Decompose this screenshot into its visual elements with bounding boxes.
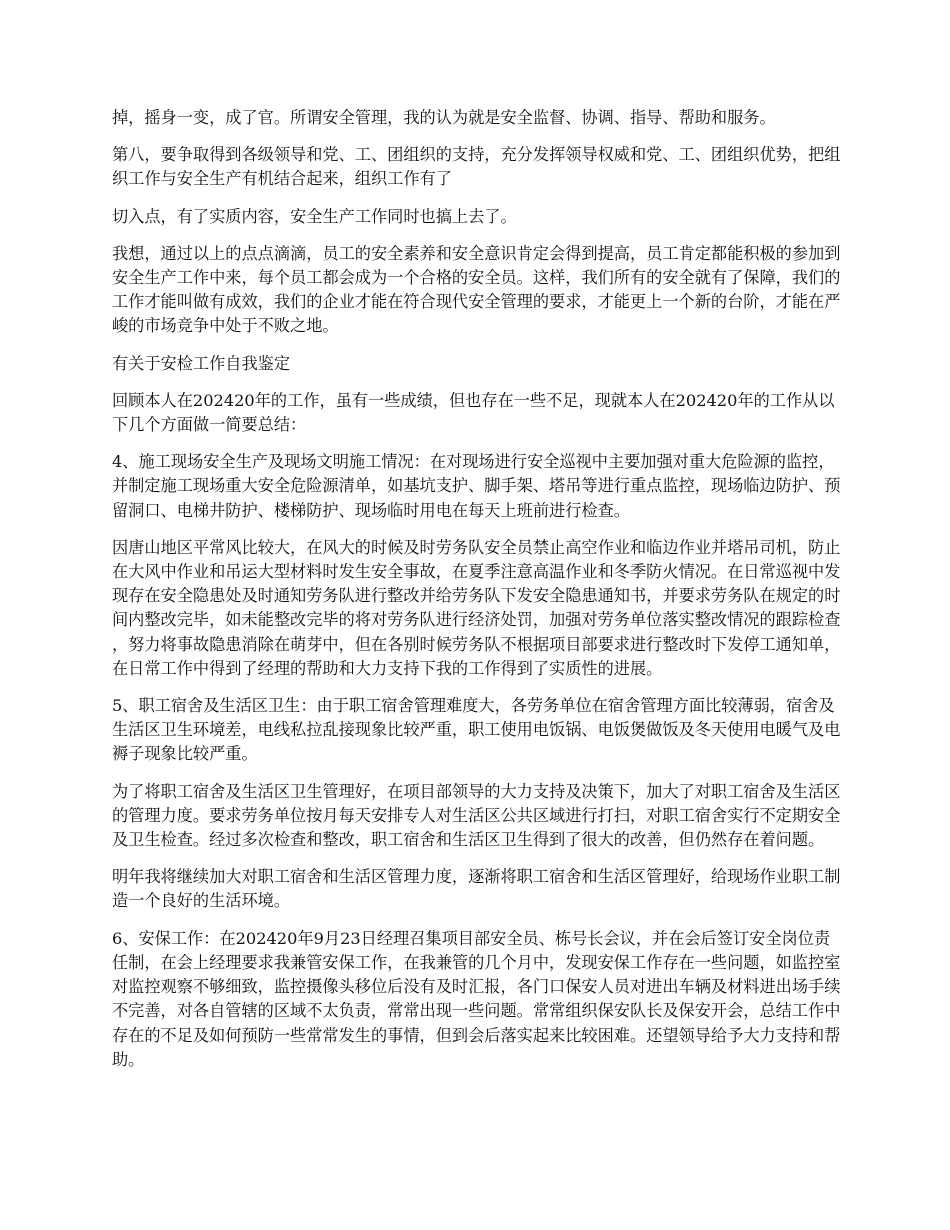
paragraph: 回顾本人在202420年的工作，虽有一些成绩，但也存在一些不足，现就本人在202420年的工作从以下几个方面做一简要总结： xyxy=(112,390,835,435)
paragraph: 4、施工现场安全生产及现场文明施工情况：在对现场进行安全巡视中主要加强对重大危险源的监控，并制定施工现场重大安全危险源清单，如基坑支护、脚手架、塔吊等进行重点监控，现场临边防护、预留洞口、电梯井防护、楼梯防护、现场临时用电在每天上班前进行检查。 xyxy=(112,452,841,520)
paragraph: 因唐山地区平常风比较大，在风大的时候及时劳务队安全员禁止高空作业和临边作业并塔吊司机，防止在大风中作业和吊运大型材料时发生安全事故，在夏季注意高温作业和冬季防火情况。在日常巡视中发现存在安全隐患处及时通知劳务队进行整改并给劳务队下发安全隐患通知书，并要求劳务队在规定的时间内整改完毕，如未能整改完毕的将对劳务队进行经济处罚，加强对劳务单位落实整改情况的跟踪检查，努力将事故隐患消除在萌芽中，但在各别时候劳务队不根据项目部要求进行整改时下发停工通知单，在日常工作中得到了经理的帮助和大力支持下我的工作得到了实质性的进展。 xyxy=(112,537,841,678)
paragraph: 5、职工宿舍及生活区卫生：由于职工宿舍管理难度大，各劳务单位在宿舍管理方面比较薄弱，宿舍及生活区卫生环境差，电线私拉乱接现象比较严重，职工使用电饭锅、电饭煲做饭及冬天使用电暖气及电褥子现象比较严重。 xyxy=(112,696,841,764)
paragraph: 明年我将继续加大对职工宿舍和生活区管理力度，逐渐将职工宿舍和生活区管理好，给现场作业职工制造一个良好的生活环境。 xyxy=(112,867,841,911)
paragraph: 6、安保工作：在202420年9月23日经理召集项目部安全员、栋号长会议，并在会后签订安全岗位责任制，在会上经理要求我兼管安保工作，在我兼管的几个月中，发现安保工作存在一些问题，如监控室对监控观察不够细致，监控摄像头移位后没有及时汇报，各门口保安人员对进出车辆及材料进出场手续不完善，对各自管辖的区域不太负责，常常出现一些问题。常常组织保安队长及保安开会，总结工作中存在的不足及如何预防一些常常发生的事情，但到会后落实起来比较困难。还望领导给予大力支持和帮助。 xyxy=(112,928,841,1069)
document-body xyxy=(112,106,842,1085)
paragraph: 第八，要争取得到各级领导和党、工、团组织的支持，充分发挥领导权威和党、工、团组织优势，把组织工作与安全生产有机结合起来，组织工作有了 xyxy=(112,145,841,189)
paragraph: 掉，摇身一变，成了官。所谓安全管理，我的认为就是安全监督、协调、指导、帮助和服务。 xyxy=(112,108,776,127)
paragraph: 切入点，有了实质内容，安全生产工作同时也搞上去了。 xyxy=(112,206,517,226)
section-heading: 有关于安检工作自我鉴定 xyxy=(112,353,291,373)
paragraph: 为了将职工宿舍及生活区卫生管理好，在项目部领导的大力支持及决策下，加大了对职工宿舍及生活区的管理力度。要求劳务单位按月每天安排专人对生活区公共区域进行打扫，对职工宿舍实行不定期安全及卫生检查。经过多次检查和整改，职工宿舍和生活区卫生得到了很大的改善，但仍然存在着问题。 xyxy=(112,781,841,850)
paragraph: 我想，通过以上的点点滴滴，员工的安全素养和安全意识肯定会得到提高，员工肯定都能积极的参加到安全生产工作中来，每个员工都会成为一个合格的安全员。这样，我们所有的安全就有了保障，我们的工作才能叫做有成效，我们的企业才能在符合现代安全管理的要求，才能更上一个新的台阶，才能在严峻的市场竞争中处于不败之地。 xyxy=(112,243,841,336)
